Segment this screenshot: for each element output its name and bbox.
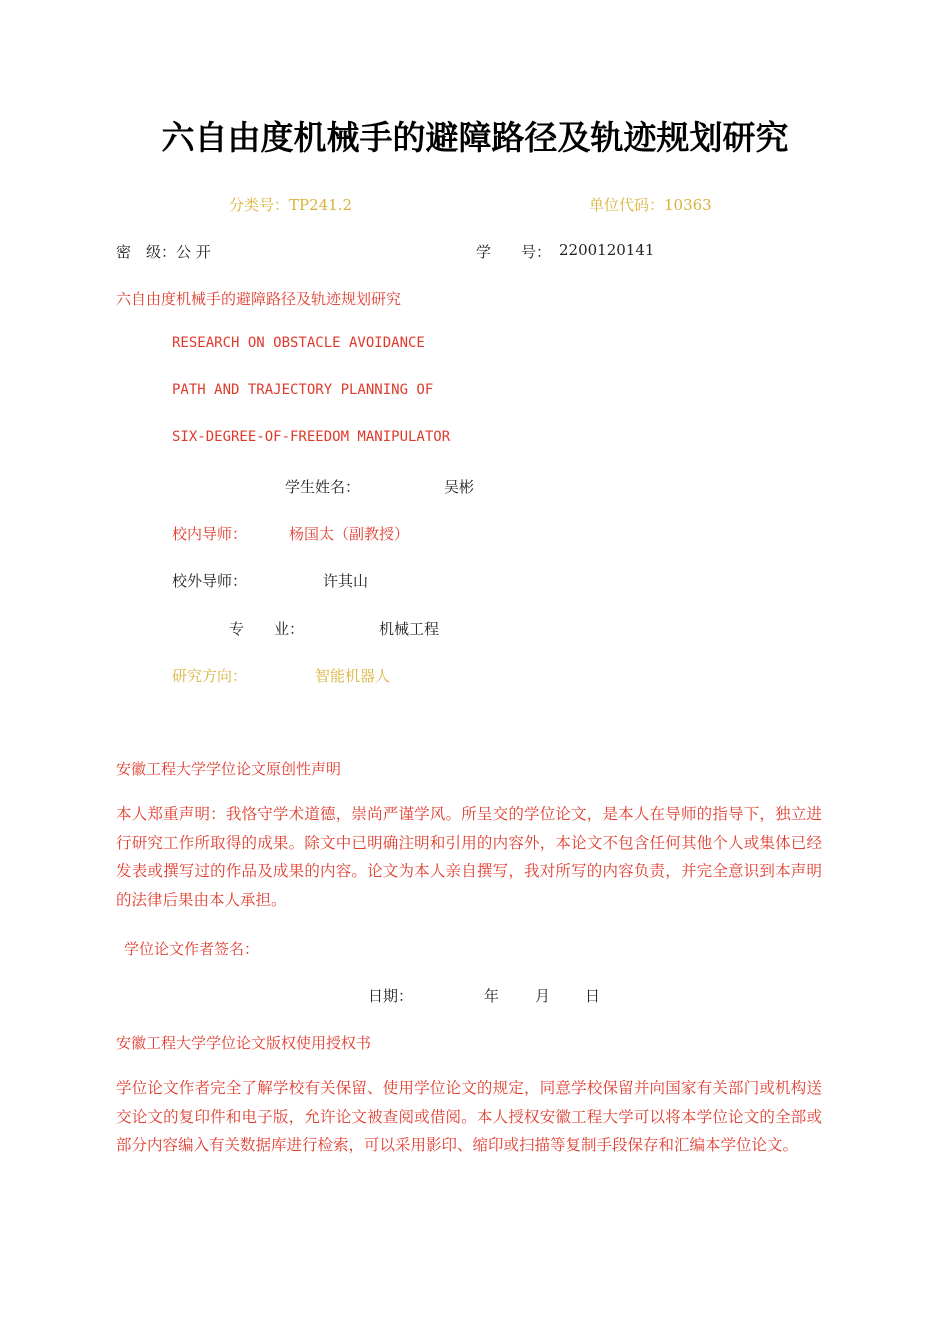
date-year: 年 bbox=[484, 987, 500, 1005]
classification-number: 分类号：TP241.2 bbox=[229, 196, 353, 214]
copyright-body: 学位论文作者完全了解学校有关保留、使用学位论文的规定，同意学校保留并向国家有关部门或机构送交论文的复印件和电子版，允许论文被查阅或借阅。本人授权安徽工程大学可以将本学位论文的全部或部分内容编入有关数据库进行检索，可以采用影印、缩印或扫描等复制手段保存和汇编本学位论文。 bbox=[116, 1079, 822, 1154]
student-name: 吴彬 bbox=[444, 478, 475, 496]
date-month: 月 bbox=[535, 987, 551, 1005]
student-number: 2200120141 bbox=[559, 241, 655, 259]
date-label: 日期： bbox=[368, 987, 414, 1005]
author-signature: 学位论文作者签名： bbox=[124, 940, 260, 958]
student-name-label: 学生姓名： bbox=[285, 478, 361, 496]
originality-heading: 安徽工程大学学位论文原创性声明 bbox=[116, 760, 342, 778]
major: 机械工程 bbox=[379, 620, 440, 638]
research-direction: 智能机器人 bbox=[315, 667, 391, 685]
english-title-line-2: PATH AND TRAJECTORY PLANNING OF bbox=[172, 382, 434, 398]
major-label: 专 业： bbox=[229, 620, 305, 638]
secrecy-level: 密 级：公 开 bbox=[116, 243, 211, 261]
copyright-heading: 安徽工程大学学位论文版权使用授权书 bbox=[116, 1034, 372, 1052]
external-advisor: 许其山 bbox=[323, 572, 369, 590]
internal-advisor-label: 校内导师： bbox=[172, 525, 248, 543]
chinese-title: 六自由度机械手的避障路径及轨迹规划研究 bbox=[116, 290, 402, 308]
english-title-line-1: RESEARCH ON OBSTACLE AVOIDANCE bbox=[172, 335, 425, 351]
english-title-line-3: SIX-DEGREE-OF-FREEDOM MANIPULATOR bbox=[172, 429, 451, 445]
date-day: 日 bbox=[585, 987, 601, 1005]
originality-body: 本人郑重声明：我恪守学术道德，崇尚严谨学风。所呈交的学位论文，是本人在导师的指导下，独立进行研究工作所取得的成果。除文中已明确注明和引用的内容外，本论文不包含任何其他个人或集体已经发表或撰写过的作品及成果的内容。论文为本人亲自撰写，我对所写的内容负责，并完全意识到本声明的法律后果由本人承担。 bbox=[116, 805, 822, 909]
internal-advisor: 杨国太（副教授） bbox=[289, 525, 410, 543]
student-number-label: 学 号： bbox=[476, 243, 552, 261]
research-direction-label: 研究方向： bbox=[172, 667, 248, 685]
page-title: 六自由度机械手的避障路径及轨迹规划研究 bbox=[161, 118, 789, 157]
unit-code: 单位代码：10363 bbox=[589, 196, 712, 214]
external-advisor-label: 校外导师： bbox=[172, 572, 248, 590]
